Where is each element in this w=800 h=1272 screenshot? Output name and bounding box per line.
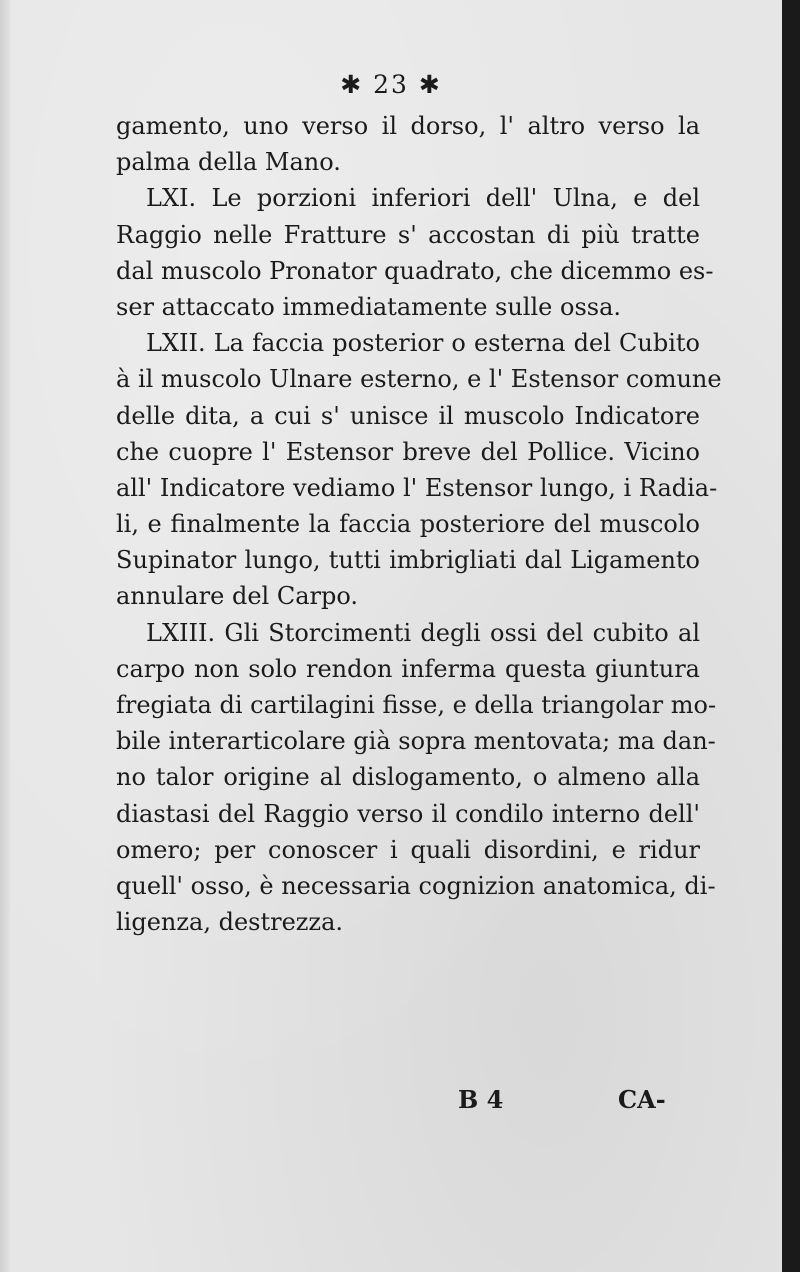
text-line: à il muscolo Ulnare esterno, e l' Estensor comune [116,365,722,394]
text-line: che cuopre l' Estensor breve del Pollice. Vicino [116,437,700,466]
text-line: gamento, uno verso il dorso, l' altro verso la [116,112,700,140]
text-line: fregiata di cartilagini fisse, e della triangolar mo- [116,691,717,719]
text-line: li, e finalmente la faccia posteriore del muscolo [116,510,700,539]
text-line: omero; per conoscer i quali disordini, e ridur [116,835,700,864]
text-line: ser attaccato immediatamente sulle ossa. [116,292,622,321]
text-line: dal muscolo Pronator quadrato, che dicemmo es- [116,256,714,285]
catchword: CA- [618,1085,666,1114]
text-line: annulare del Carpo. [116,582,359,611]
scan-background-edge [782,0,800,1272]
text-line: bile interarticolare già sopra mentovata; ma dan- [116,727,716,756]
body-text [116,108,722,940]
text-line: ligenza, destrezza. [116,908,344,937]
text-line: Raggio nelle Fratture s' accostan di più tratte [116,220,700,249]
text-line: delle dita, a cui s' unisce il muscolo Indicatore [116,401,700,430]
text-line: quell' osso, è necessaria cognizion anatomica, di- [116,871,716,900]
page-gutter [0,0,10,1272]
text-line: Supinator lungo, tutti imbrigliati dal Ligamento [116,546,700,575]
text-line: diastasi del Raggio verso il condilo interno dell' [116,799,700,828]
signature-mark: B 4 [458,1085,504,1114]
paragraph-lxiii-start: LXIII. Gli Storcimenti degli ossi del cubito al [146,618,700,647]
text-line: carpo non solo rendon inferma questa giuntura [116,654,700,683]
paragraph-lxi-start: LXI. Le porzioni inferiori dell' Ulna, e del [146,184,700,213]
text-line: palma della Mano. [116,148,341,177]
page-number-header: ✱ 23 ✱ [340,70,442,99]
text-line: no talor origine al dislogamento, o almeno alla [116,763,700,792]
text-line: all' Indicatore vediamo l' Estensor lungo, i Radia- [116,473,718,502]
paragraph-lxii-start: LXII. La faccia posterior o esterna del Cubito [146,329,700,358]
